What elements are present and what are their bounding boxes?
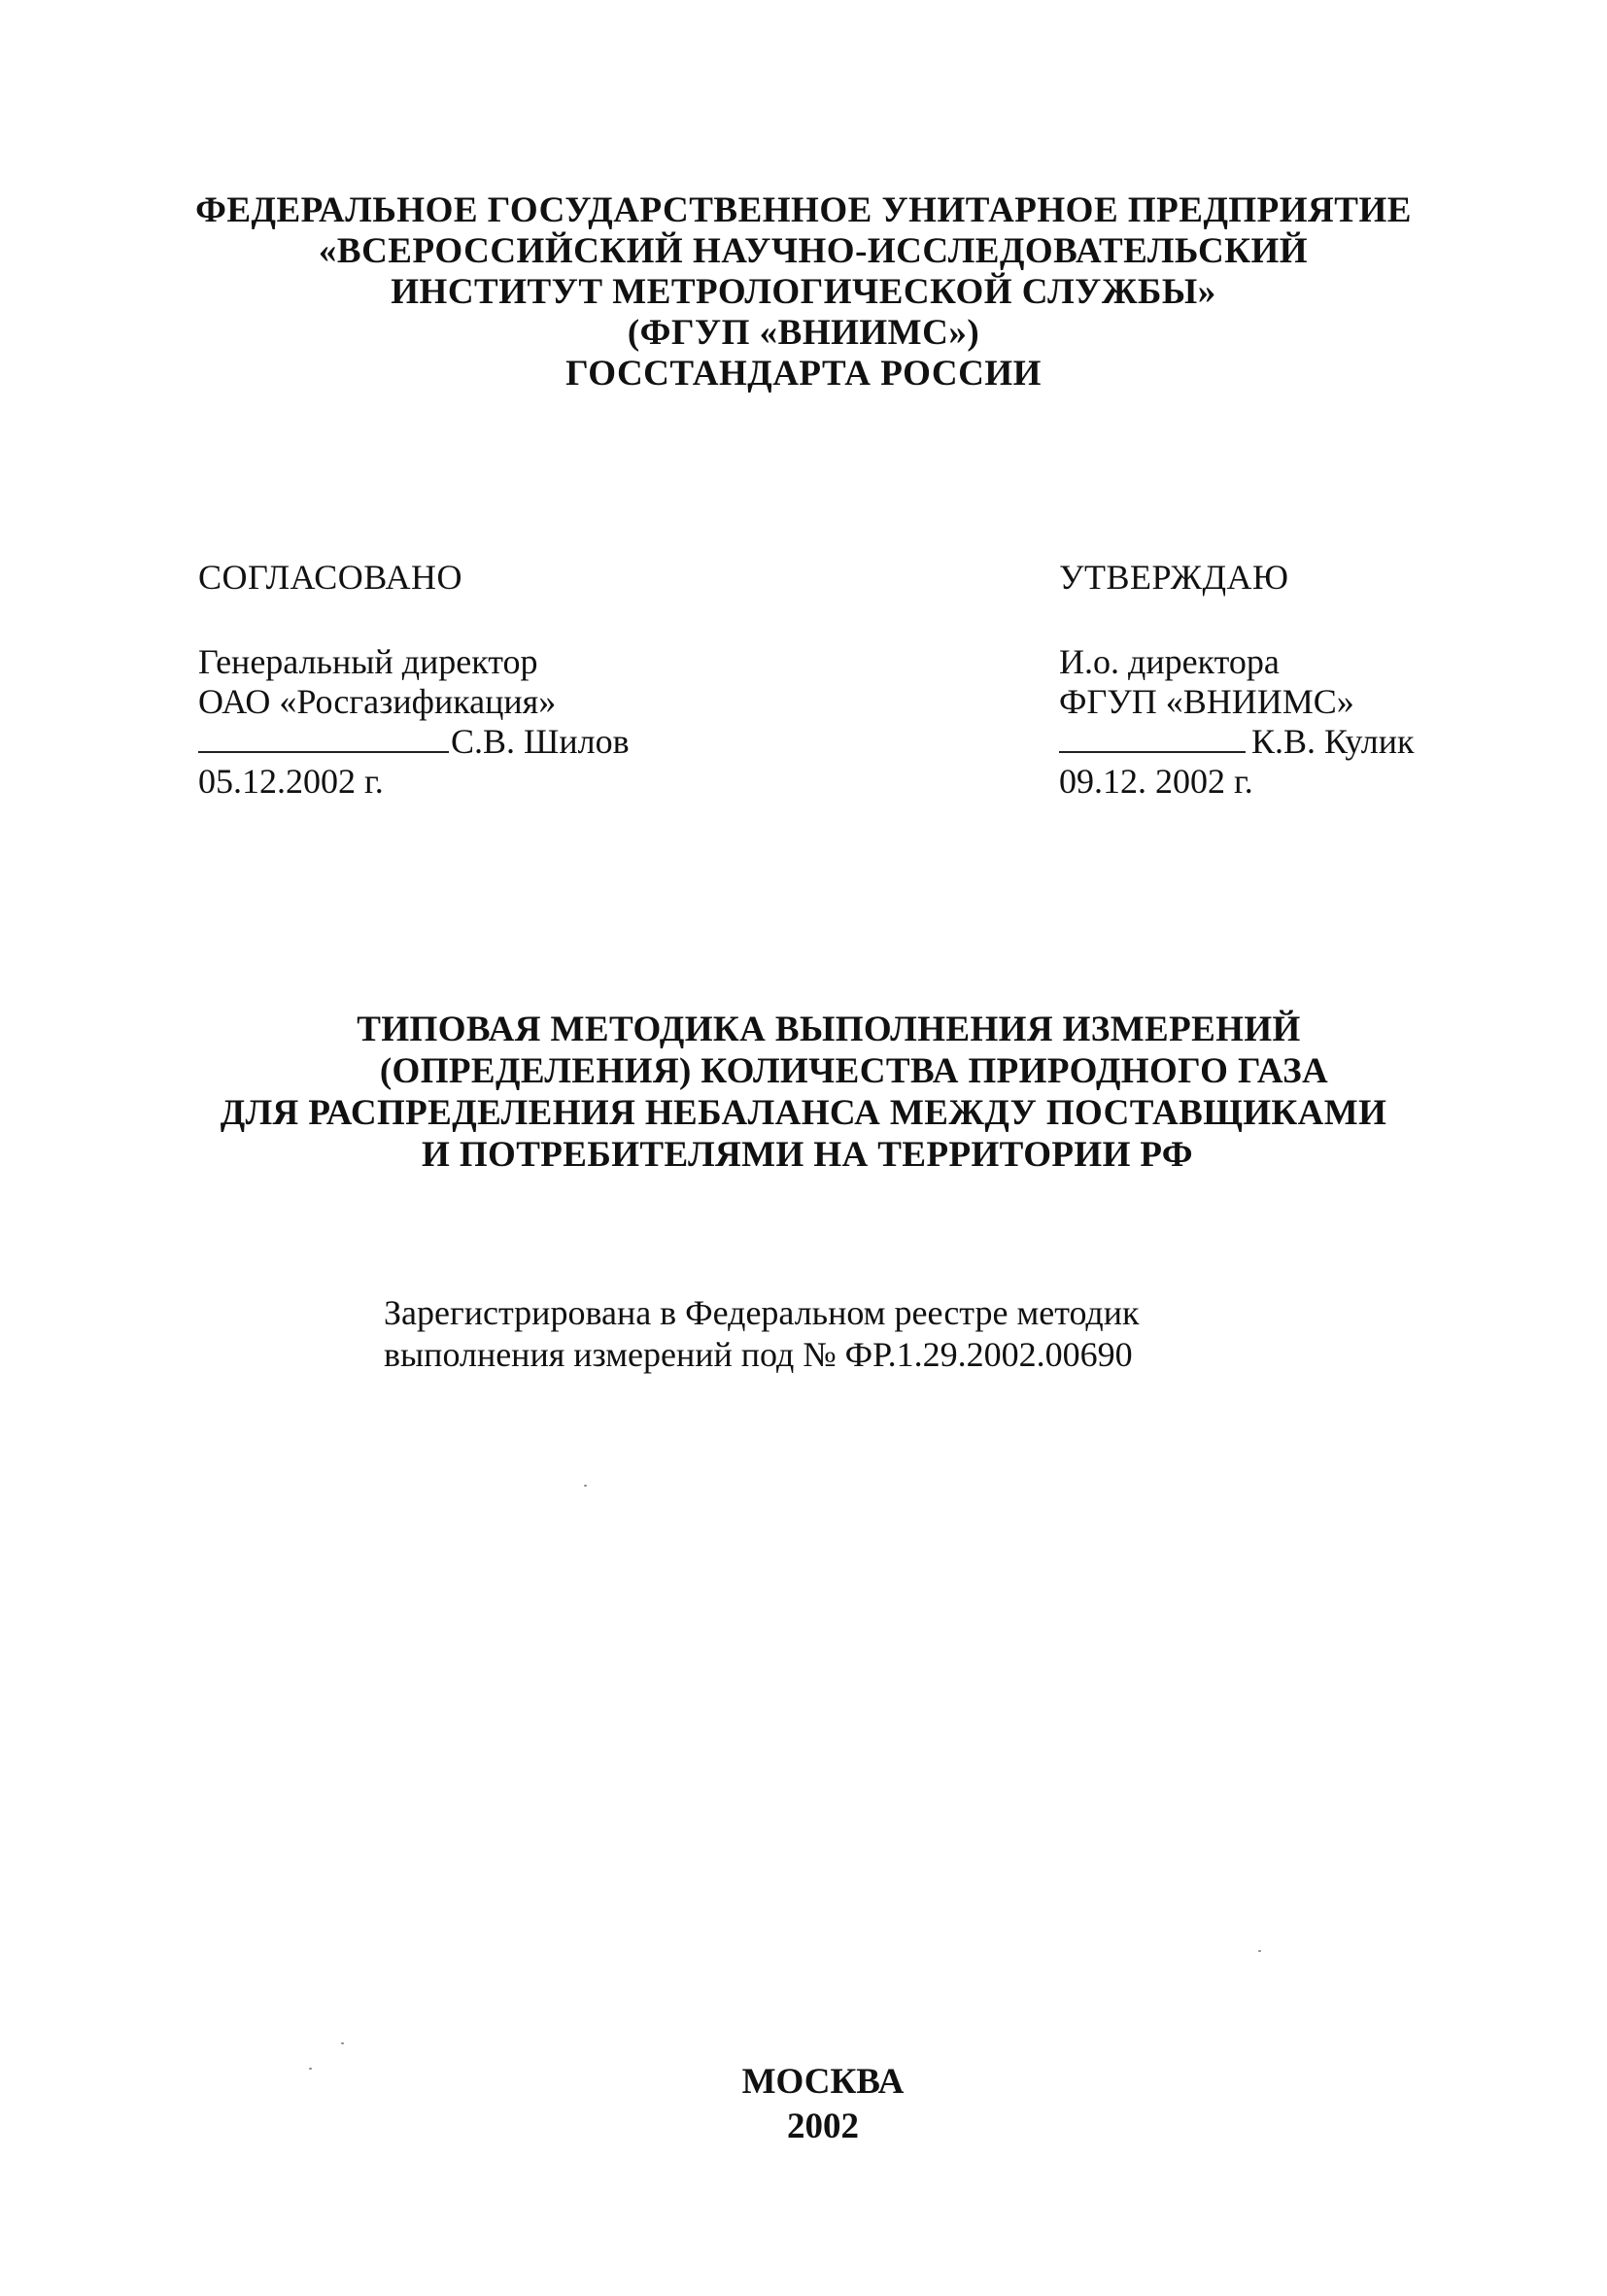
header-line: (ФГУП «ВНИИМС») xyxy=(627,313,980,353)
signatory-name: С.В. Шилов xyxy=(451,722,630,761)
approval-organization: ОАО «Росгазификация» xyxy=(198,682,557,721)
header-line: ИНСТИТУТ МЕТРОЛОГИЧЕСКОЙ СЛУЖБЫ» xyxy=(391,272,1216,312)
signature-row xyxy=(198,722,630,762)
approval-date: 05.12.2002 г. xyxy=(198,762,384,801)
signature-line xyxy=(198,724,449,753)
title-line: ДЛЯ РАСПРЕДЕЛЕНИЯ НЕБАЛАНСА МЕЖДУ ПОСТАВЩИКАМИ xyxy=(220,1093,1387,1133)
registration-note xyxy=(384,1292,1140,1376)
publication-footer xyxy=(0,2060,1607,2149)
registration-line: выполнения измерений под № ФР.1.29.2002.00690 xyxy=(384,1335,1133,1374)
scan-speck xyxy=(1258,1950,1261,1952)
scan-speck xyxy=(584,1485,587,1487)
publication-year: 2002 xyxy=(787,2107,859,2146)
signature-row xyxy=(1059,722,1414,762)
organization-header xyxy=(0,190,1607,394)
approval-block-approved xyxy=(1059,558,1414,802)
document-title xyxy=(0,1009,1607,1176)
signatory-name: К.В. Кулик xyxy=(1251,722,1415,761)
approval-position: И.о. директора xyxy=(1059,642,1280,681)
scan-speck xyxy=(309,2068,312,2070)
approval-heading: УТВЕРЖДАЮ xyxy=(1059,558,1289,597)
header-line: ФЕДЕРАЛЬНОЕ ГОСУДАРСТВЕННОЕ УНИТАРНОЕ ПРЕДПРИЯТИЕ xyxy=(195,190,1412,230)
approval-organization: ФГУП «ВНИИМС» xyxy=(1059,682,1354,721)
title-line: ТИПОВАЯ МЕТОДИКА ВЫПОЛНЕНИЯ ИЗМЕРЕНИЙ xyxy=(357,1010,1301,1049)
signature-line xyxy=(1059,724,1246,753)
scan-speck xyxy=(341,2042,344,2044)
registration-line: Зарегистрирована в Федеральном реестре методик xyxy=(384,1293,1140,1332)
title-line: И ПОТРЕБИТЕЛЯМИ НА ТЕРРИТОРИИ РФ xyxy=(422,1135,1193,1175)
approval-block-agreed xyxy=(198,558,630,802)
title-line: (ОПРЕДЕЛЕНИЯ) КОЛИЧЕСТВА ПРИРОДНОГО ГАЗА xyxy=(379,1051,1329,1091)
approval-date: 09.12. 2002 г. xyxy=(1059,762,1253,801)
approval-heading: СОГЛАСОВАНО xyxy=(198,558,462,597)
approval-position: Генеральный директор xyxy=(198,642,538,681)
publication-city: МОСКВА xyxy=(741,2062,905,2102)
header-line: ГОССТАНДАРТА РОССИИ xyxy=(565,354,1042,394)
header-line: «ВСЕРОССИЙСКИЙ НАУЧНО-ИССЛЕДОВАТЕЛЬСКИЙ xyxy=(318,231,1309,271)
